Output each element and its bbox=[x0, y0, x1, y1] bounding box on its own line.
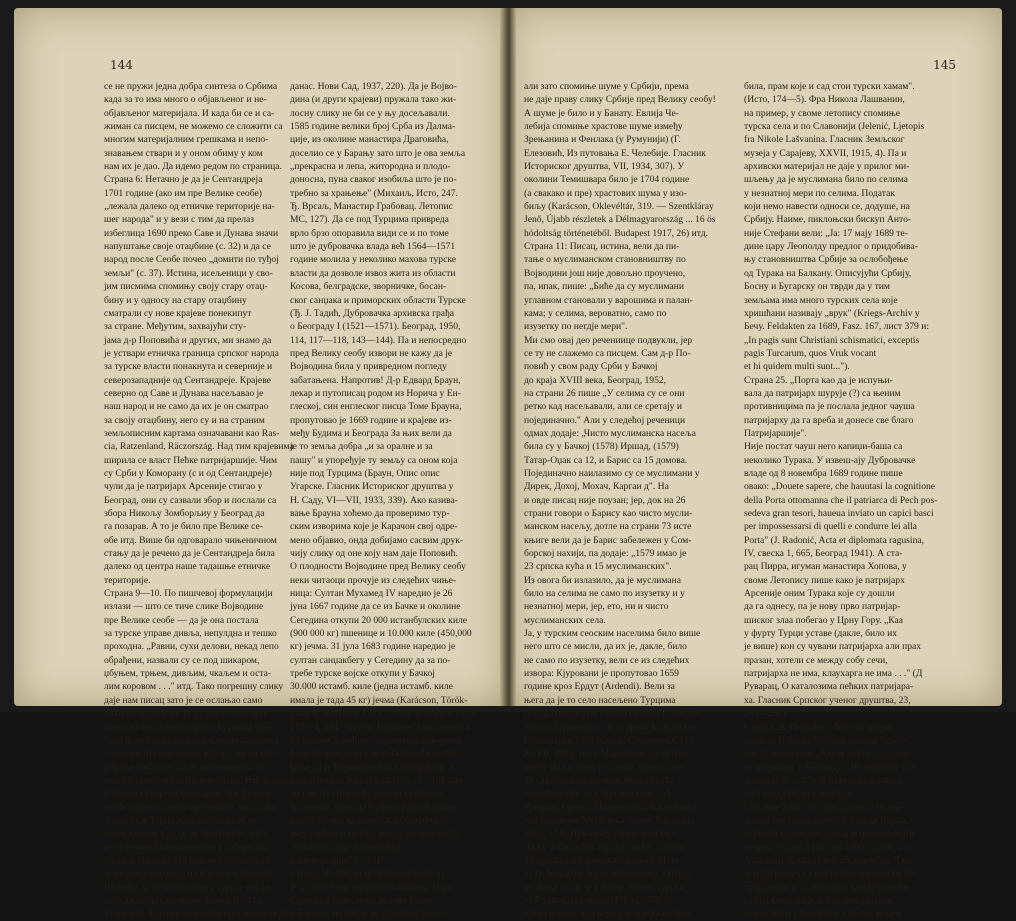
text-line: књиге вели да је Барис забележен у Сом- bbox=[524, 534, 692, 546]
text-line: Војводина била у привредном погледу bbox=[290, 361, 447, 373]
text-line: јарха из Пећи на Београд испред Турака bbox=[744, 734, 908, 746]
text-line: Ово није тачно из ових разлога: по све- bbox=[744, 801, 905, 813]
text-line: бину и у односу на стару отаџбину bbox=[104, 294, 247, 306]
text-line: „многоплодија и изобилија bbox=[290, 841, 401, 853]
text-line: бало је да писац провери њихова казивања bbox=[104, 734, 279, 746]
text-line: се ту не слажемо са писцем. Сам д-р По- bbox=[524, 347, 691, 359]
text-line: многим материјалним грешкама и непо- bbox=[104, 134, 269, 146]
text-line: sedeva gran tesori, haueua inviato un capici basci bbox=[744, 508, 934, 519]
text-line: Страна 6: Нетачно је да је Сентандреја bbox=[104, 174, 263, 186]
text-line: 171). Још дуго после истеривања Турака bbox=[524, 868, 690, 880]
text-line: Бечу. Feldakten za 1689, Fasz. 167, лист 379 и: bbox=[744, 321, 930, 333]
text-line: „In pagis sunt Christiani schismatici, exceptis bbox=[744, 334, 920, 346]
text-line: љаке земљорадника ич Барање и предела bbox=[104, 868, 273, 880]
text-line: су Срби у Коморану (с и од Сентандреје) bbox=[104, 467, 272, 479]
text-line: за своју отаџбину, него су и на страним bbox=[104, 414, 265, 426]
text-line: писац закључује: „Кајем марта налазимо bbox=[744, 748, 911, 760]
text-line: џбуњем, трњем, дивљим, чкаљем и оста- bbox=[104, 668, 272, 680]
text-line: доносна, пуна сваког изобиља што је по- bbox=[290, 174, 457, 186]
text-line: из Даља остао је у њему „мечит турски bbox=[524, 881, 685, 893]
text-line: ретко кад насељавали, али се сретају и bbox=[524, 401, 682, 413]
text-line: Страна 11: Писац, истина, вели да пи- bbox=[524, 241, 680, 253]
text-line: „прекрасна и лепа, житородна и плодо- bbox=[290, 161, 451, 173]
right-page bbox=[508, 8, 1002, 920]
text-line: нам их је дао. Да идемо редом по страница. bbox=[104, 161, 282, 173]
text-line: турска села и по Славонији (Jelenić, Ljetopis bbox=[744, 121, 925, 133]
text-line: Како да доведемо у везу Поповићево твр- bbox=[290, 748, 460, 760]
text-line: pagis Turcarum, quos Vruk vocant bbox=[744, 347, 877, 359]
text-line: архивски материјал не даје у прилог ми- bbox=[744, 161, 910, 173]
text-line: углавном становали у варошима и палан- bbox=[524, 294, 693, 306]
text-line: територије. bbox=[104, 574, 151, 586]
text-line: тање о муслиманском становништву по bbox=[524, 254, 686, 266]
text-line: XLVII, 1909, 101). Маринкове на Дунаву, bbox=[524, 748, 692, 760]
text-line: за стране. Међутим, захвајући сту- bbox=[104, 321, 247, 333]
text-line: хришћани називају „врук" (Kriegs-Archiv у bbox=[744, 307, 920, 319]
text-line: лекар и путописац родом из Норича у Ен- bbox=[290, 387, 461, 399]
text-line: дина (и други крајеви) пружала тако жи- bbox=[290, 94, 457, 106]
text-line: владе од 8 новембра 1689 године пише bbox=[744, 467, 903, 479]
text-line: (900 000 кг) пшенице и 10.000 киле (450,000 bbox=[290, 628, 472, 640]
text-line: fra Nikole Lašvanina. Гласник Земљског bbox=[744, 134, 905, 146]
text-line: излази — што се тиче слике Војводине bbox=[104, 601, 264, 613]
text-line: Јована Кјуровани с пута преко Балканског bbox=[524, 721, 697, 733]
text-line: јама д-р Поповића и других, ми знамо да bbox=[104, 334, 272, 346]
text-line: није под Турцима (Браун, Опис опис bbox=[290, 467, 440, 479]
text-column-right-1 bbox=[524, 80, 730, 921]
text-line: шљењу да је муслимана било по селима bbox=[744, 174, 908, 186]
text-line: 114, 117—118, 143—144). Па и непосредно bbox=[290, 334, 467, 346]
text-line: јатељски наклоњени према Турцима Тре- bbox=[104, 721, 273, 733]
text-line: чију слику од оне коју нам даје Поповић. bbox=[290, 548, 458, 560]
text-line: шег народа" и у вези с тим да прелаз bbox=[104, 214, 255, 226]
text-line: сматрали су нове крајеве понекипут bbox=[104, 307, 252, 319]
text-line: се не пружи једна добра синтеза о Србима bbox=[104, 81, 278, 92]
text-line: султан санџакбегу у Сегедину да за по- bbox=[290, 654, 451, 666]
text-line: збора Никољу Зомборљиу у Београд да bbox=[104, 508, 265, 519]
text-line: није Стефани вели: „Ја: 17 мају 1689 те- bbox=[744, 227, 908, 239]
text-line: Атанасију Даскалу већ 25 децембра. Таја bbox=[744, 854, 912, 866]
text-line: доселио се у Барању зато што је ова земља bbox=[290, 147, 466, 159]
text-line: (villagio abitato da Turchi) (Томин Ј., Писма bbox=[524, 708, 699, 720]
text-line: hódoltság történetéből. Budapest 1917, 26) итд. bbox=[524, 227, 709, 239]
text-line: Из овога би излазило, да је муслимана bbox=[524, 574, 682, 586]
left-page bbox=[14, 8, 506, 920]
text-line: и Барање, но нигде не спомиње Банат; bbox=[290, 908, 447, 920]
text-line: је Сулејман Величанствени у табору код bbox=[104, 841, 269, 853]
text-line: хаијловић, Барања од најстаријих времена до bbox=[104, 908, 289, 920]
text-line: Porta" (J. Radonić, Acta et diplomata ragusina, bbox=[744, 534, 925, 546]
text-line: (а свакако и пре) храстових шума у изо- bbox=[524, 187, 687, 199]
text-line: борској нахији, па додаје: „1579 имао је bbox=[524, 548, 687, 560]
text-line: пре Велике сеобе — да је она постала bbox=[104, 614, 259, 626]
text-line: али зато спомиње шуме у Србији, према bbox=[524, 81, 689, 92]
text-line: требе турске војске откупи у Бачкој bbox=[290, 668, 435, 680]
page-number: 144 bbox=[110, 58, 133, 72]
text-line: Полуострва 1659 године. Споменик САН, bbox=[524, 734, 695, 746]
text-line: 249—250). bbox=[744, 708, 788, 720]
text-line: рац Пирра, игуман манастира Хопова, у bbox=[744, 561, 907, 573]
text-line: било на селима не само по изузетку и у bbox=[524, 588, 685, 600]
text-line: 1585 године велики број Срба из Далма- bbox=[290, 121, 456, 133]
text-line: може живети а да се не производи. Зато bbox=[104, 828, 267, 840]
text-line: одмах додаје: „Чисто муслиманска насеља bbox=[524, 427, 696, 439]
text-line: испред Турака 6 јануара 1690 године, а по bbox=[744, 841, 916, 853]
text-line: него да остану на своме имању (С. Ми- bbox=[104, 894, 265, 906]
text-line: Елезовић, Из путовања Е. Челебије. Гласник bbox=[524, 147, 706, 159]
text-line: Страна 28. Пишући о бекству патри- bbox=[744, 721, 894, 733]
text-line: сеобе одвело сасвим другачијем закључку. bbox=[104, 801, 278, 813]
text-line: знавањем ствари и у оном обиму у ком bbox=[104, 147, 263, 159]
text-line: извора: Кјуровани је пропутовао 1659 bbox=[524, 668, 679, 680]
text-line: власти да дозволе извоз жита из области bbox=[290, 267, 456, 279]
text-line: наш народ и не само да их је он сматрао bbox=[104, 401, 269, 413]
text-line: обрађени, назвали су се под шикаром, bbox=[104, 654, 260, 666]
text-line: овако: „Douete sapere, che hauutasi la cognitione bbox=[744, 481, 936, 493]
text-line: 273—4, 284—6) итд. Највише, тако излази и bbox=[290, 721, 472, 733]
text-line: на пример, у своме летопису спомиње bbox=[744, 107, 900, 119]
text-line: IV, свеска 1, 665, Београд 1941). А ста- bbox=[744, 548, 903, 560]
text-line: Даљу је било 200 турских кућа, а свега bbox=[524, 841, 684, 853]
text-line: је више) кон су чувани патријарха али прах bbox=[744, 641, 922, 653]
text-line: Страна 25. „Порта као да је испуњи- bbox=[744, 374, 893, 386]
text-line: земљама има много турских села које bbox=[744, 294, 898, 306]
text-line: је то земља добра „и за оралне и за bbox=[290, 441, 433, 453]
text-line: изузетку по негдје мери". bbox=[524, 321, 628, 333]
text-line: Косова, белградске, зворничке, босан- bbox=[290, 281, 447, 293]
text-line: проходна. „Равни, сухи делови, некад лепо bbox=[104, 641, 279, 653]
text-line: вала да патријарх шурује (?) са њеним bbox=[744, 387, 901, 399]
text-line: пропутовао је 1669 године и крајеве из- bbox=[290, 414, 452, 426]
text-line: имала је тада 45 кг) јечма (Karácson, Török- bbox=[290, 694, 468, 706]
text-line: за турске управе дивља, непулдна и тешко bbox=[104, 628, 277, 640]
text-line: манском насељу, дотле на страни 73 исте bbox=[524, 521, 692, 533]
text-line: него што се мисли, да их је, дакле, било bbox=[524, 641, 687, 653]
text-line: у фурту Турци уставе (дакле, било их bbox=[744, 628, 898, 640]
text-line: морао бити у Београду, а не тек крајем bbox=[744, 908, 902, 920]
text-line: (Ђ. J. Тадић, Дубровачка архивска грађа bbox=[290, 307, 454, 319]
text-line: земљописним картама означавани као Ras- bbox=[104, 427, 280, 439]
text-line: Шомођа да не беже испред турске војске, bbox=[104, 881, 273, 893]
text-line: жиман са писцем, не можемо се сложити са bbox=[104, 121, 283, 133]
text-line: незнатној мери, јер, ето, ни и чисто bbox=[524, 601, 669, 613]
text-line: обе итд. Више би одговарало чињеничном bbox=[104, 534, 277, 546]
text-line: Ја, у турским сеоским населима било више bbox=[524, 628, 701, 640]
text-line: Босну и Бугарску он тврди да у тим bbox=[744, 281, 890, 293]
text-line: пашу" и упоређује ту земљу са оном која bbox=[290, 454, 458, 466]
text-line: може у свему пружити вероватно. Нас је про- bbox=[104, 774, 290, 786]
text-line: народ после Сеобе почео „домити по туђој bbox=[104, 254, 279, 266]
book-gutter bbox=[500, 8, 516, 706]
text-line: о Београду I (1521—1571). Београд, 1950, bbox=[290, 321, 461, 333]
text-line: тријаршије и са неколико калуђера побе- bbox=[744, 881, 911, 893]
text-line: Патријаршије". bbox=[744, 427, 807, 439]
text-line: ница: Султан Мухамед IV наредио је 26 bbox=[290, 588, 453, 600]
text-line: на путописце који, за то, нису били при- bbox=[104, 708, 269, 720]
text-line: јарх тада стигао у Београд. bbox=[744, 788, 855, 800]
text-line: издаје готово од почетка до краја) ово- bbox=[290, 814, 448, 826]
text-line: игумана хоповског, народ је почео бежати bbox=[744, 828, 915, 840]
text-line: della Porta ottomanna che il patriarca di Pech pos- bbox=[744, 494, 938, 506]
text-line: кама; у селима, вероватно, само по bbox=[524, 307, 667, 319]
text-line: била, прам које и сад стои турски хамам". bbox=[744, 81, 915, 92]
text-line: била су у Бачкој (1578) Иршад, (1579) bbox=[524, 441, 679, 453]
text-line: ма у Србије и српска земља уопште била bbox=[290, 828, 458, 840]
text-line: пред Велику сеобу извори не кажу да је bbox=[290, 347, 453, 359]
text-line: ције, из околине манастира Драговића, bbox=[290, 134, 449, 146]
text-line: је и патријарх са место драгоценности Па- bbox=[744, 868, 918, 880]
text-line: дочанству горепоменутог старца Пирпа, bbox=[744, 814, 909, 826]
text-line: per impossessarsi di quelli e condurre lei alla bbox=[744, 521, 917, 533]
text-column-left-1 bbox=[104, 80, 294, 921]
text-line: от 7 хвати и са своди (РВ: тј. 1706 го- bbox=[524, 894, 677, 906]
text-line: лебија спомиње храстове шуме између bbox=[524, 121, 683, 133]
text-line: глеској, син енглеског писца Томе Брауна, bbox=[290, 401, 462, 413]
text-line: мено објавио, онда добијамо сасвим друк- bbox=[290, 534, 464, 546]
text-line: данас. Нови Сад, 1937, 220). Да је Војво- bbox=[290, 81, 457, 92]
text-column-right-2 bbox=[744, 80, 954, 921]
text-line: лим коровом . . ." итд. Тако погрешну слику bbox=[104, 681, 284, 693]
text-line: објављеног материјала. И када би се и са- bbox=[104, 107, 275, 119]
text-line: Појединачно наилазимо су се муслимани у bbox=[524, 467, 700, 479]
text-line: вање Брауна хоћемо да проверимо тур- bbox=[290, 508, 450, 519]
text-line: напуштање своје отаџбине (с. 32) и да се bbox=[104, 241, 271, 253]
text-line: 23 српска кућа и 15 муслиманских". bbox=[524, 561, 672, 573]
text-line: године кроз Ердут (Ardendi). Вели за bbox=[524, 681, 675, 693]
text-line: Ђ. Врсаљ, Манастир Грабовац. Летопис bbox=[290, 201, 453, 213]
text-line: МС, 127). Да се под Турцима привреда bbox=[290, 214, 449, 226]
text-line: муслиманских села. bbox=[524, 614, 606, 626]
text-line: Знали су и Турци врло добро да се не bbox=[104, 814, 257, 826]
text-line: ског санџака и приморских области Турске bbox=[290, 294, 466, 306]
text-line: око половине XVIII века. Срем. Карловци, bbox=[524, 814, 698, 826]
text-line: северозападније од Сентандреје. Крајеве bbox=[104, 374, 271, 386]
text-line: ређење показало, да се путописцима не bbox=[104, 761, 265, 773]
text-line: појединачно." Али у следећој реченици bbox=[524, 414, 686, 426]
text-line: он сам на страни 43 наводи казивање bbox=[290, 788, 442, 800]
text-line: је шумом била покривена Фрушка Гора, bbox=[290, 881, 454, 893]
text-line: ђење да је Војводина била необрађена и bbox=[290, 761, 454, 773]
text-line: који немо навести односи се, додуше, на bbox=[744, 201, 910, 213]
text-line: јуна 1667 године да се из Бачке и околине bbox=[290, 601, 461, 613]
text-line: на страни 26 пише „У селима су се они bbox=[524, 387, 685, 399]
text-line: Руварац, Српска Митрополија Карловачка bbox=[524, 801, 697, 813]
text-line: cia, Ratzenland, Räczország. Над тим крајевима bbox=[104, 441, 294, 453]
page-number: 145 bbox=[933, 58, 956, 72]
text-line: не само по изузетку, вели се из следећих bbox=[524, 654, 690, 666]
text-line: А шуме је било и у Банату. Евлија Че- bbox=[524, 107, 679, 119]
text-line: Голне и Пакша 1543 године саветовао се- bbox=[104, 854, 273, 866]
text-line: 25 српских и 6 римокатоличких (Исто, bbox=[524, 854, 682, 866]
text-line: Срем дуж Саве, неки делови Бачке bbox=[290, 894, 432, 906]
text-line: повић у свом раду Срби у Бачкој bbox=[524, 361, 658, 373]
text-line: Војводини још није довољно проучено, bbox=[524, 267, 686, 279]
text-line: га позарав. А то је било пре Велике се- bbox=[104, 521, 263, 533]
text-line: 1902, 174). При крају турске власти у bbox=[524, 828, 677, 840]
text-line: хришћанских 12 у турском селу" (Д. bbox=[524, 788, 673, 800]
text-line: Ми смо овај део речениице подвукли, јер bbox=[524, 334, 693, 346]
text-line: 30.000 истамб. киле (једна истамб. киле bbox=[290, 681, 453, 693]
text-line: Jenő, Újabb részletek a Délmagyarország ... 16 ös bbox=[524, 214, 716, 226]
text-line: дине) високо, код којега је турска мушва bbox=[524, 908, 690, 920]
text-line: када за то има много о објављеног и не- bbox=[104, 94, 267, 106]
text-line: Није постат чауш него капиџи-баша са bbox=[744, 441, 903, 453]
text-line: Руварац, О каталозима пећких патријара- bbox=[744, 681, 914, 693]
text-line: празан, хотели се между собу сечи, bbox=[744, 654, 888, 666]
text-line: запуштена за турске власти (с. 9—10), кад bbox=[290, 774, 463, 786]
text-line: своме Летопису пише како је патријарх bbox=[744, 574, 905, 586]
text-line: у незнатној мери по селима. Податак bbox=[744, 187, 895, 199]
text-line: Сегедина откупи 20 000 истанбулских киле bbox=[290, 614, 468, 626]
text-line: Београд, они су сазвали збор и послали са bbox=[104, 494, 277, 506]
text-column-left-2 bbox=[290, 80, 477, 921]
text-line: дине цару Леополду предлог о придобива- bbox=[744, 241, 918, 253]
text-line: О плодности Војводине пред Велику сеобу bbox=[290, 561, 466, 573]
text-line: патријарху да га вреба и донесе све благо bbox=[744, 414, 914, 426]
text-line: Н. Саду, VI—VII, 1933, 339). Ако казива- bbox=[290, 494, 458, 506]
text-line: гао на коњу, па је већ крајем јануара bbox=[744, 894, 892, 906]
text-line: Татар-Оџак са 12, и Барис са 15 домова. bbox=[524, 454, 688, 466]
text-line: Атанасија Даскала Србина (чиј књижицу bbox=[290, 801, 459, 813]
text-line: по нашим домаћим савременим изворима. bbox=[290, 734, 463, 746]
text-line: Зрењанина и Фенлака (у Румунији) (Г. bbox=[524, 134, 681, 146]
text-line: (Исто, 174—5). Фра Никола Лашванин, bbox=[744, 94, 905, 106]
text-line: биљу (Karácson, Oklevéltár, 319. — Szentklárаy bbox=[524, 201, 714, 213]
text-line: противницима па је послала једног чауша bbox=[744, 401, 915, 413]
text-line: 1701 године (ако им пре Велике сеобе) bbox=[104, 187, 262, 199]
text-line: патријарха не има, клаухарга не има . . ." (Д bbox=[744, 668, 923, 680]
text-line: међу Будима и Београда За њих вели да bbox=[290, 427, 452, 439]
text-line: Страна 10: Писац исправно наводи да bbox=[290, 868, 445, 880]
text-line: у светлости савремених извора, па би упо- bbox=[104, 748, 279, 760]
text-line: лосну слику не би се у њу досељавали. bbox=[290, 107, 450, 119]
text-line: за турске власти понакнута и северније и bbox=[104, 361, 273, 373]
text-line: музеја у Сарајеву, XXVII, 1915, 4). Па и bbox=[744, 147, 907, 159]
text-line: чули да је патријарх Арсеније стигао у bbox=[104, 481, 263, 493]
text-line: лизације из с. 27—8 излази да је патри- bbox=[744, 774, 906, 786]
text-line: и овде писац није поузан; јер, док на 26 bbox=[524, 494, 686, 506]
text-line: не даје праву слику Србије пред Велику сеобу! bbox=[524, 94, 716, 106]
text-line: неколико Турака. У извеш-ају Дубровачке bbox=[744, 454, 916, 466]
text-line: Србију. Наиме, пиклоњски бискуп Анто- bbox=[744, 214, 912, 226]
text-line: је уствари етничка граница српског народа bbox=[104, 347, 279, 359]
text-line: Страна 9—10. По пишчевој формулацији bbox=[104, 588, 273, 600]
text-line: ширила се власт Пећке патријаршије. Чим bbox=[104, 454, 278, 466]
text-line: Дирек, Дохој, Мохач, Каргаи д". На bbox=[524, 481, 669, 493]
text-line: magyar oklevéltár 1533—1789, Budapest, 1914, bbox=[290, 708, 477, 720]
text-line: се патријарх у Београду". Из пишчеве сти- bbox=[744, 761, 919, 773]
text-line: од Турака на Балкану. Описујући Србију, bbox=[744, 267, 912, 279]
text-line: даје нам писац зато је се ослањао само bbox=[104, 694, 263, 706]
text-line: Арсеније оним Турака које су дошли bbox=[744, 588, 895, 600]
text-line: па, ипак, пише: „Биће да су муслимани bbox=[524, 281, 684, 293]
text-line: близу Даља, било је такође турско село. bbox=[524, 761, 687, 773]
text-line: ским изворима које је Карачон свој одре- bbox=[290, 521, 458, 533]
text-line: стању да је речено да је Сентандреја била bbox=[104, 548, 275, 560]
text-line: да га однесу, па је нову прво патријар- bbox=[744, 601, 901, 613]
text-line: страни говори о Барису као чисто мусли- bbox=[524, 508, 693, 519]
text-line: њу становништва Србије за ослобођење bbox=[744, 254, 908, 266]
text-line: шиског злаа побегао у Црну Гору. „Каа bbox=[744, 614, 904, 626]
text-line: требно за храњење" (Михаиљ, Исто, 247. bbox=[290, 187, 458, 199]
text-line: учавање привреде Војводине пре Велике bbox=[104, 788, 271, 800]
text-line: далеко од центра наше тадашње етничке bbox=[104, 561, 271, 573]
text-line: Угарске. Гласник Историског друштва у bbox=[290, 481, 454, 493]
text-line: неки читаоци прочује из следећих чиње- bbox=[290, 574, 457, 586]
text-line: и многородија" (с. 43)? bbox=[290, 854, 384, 866]
text-line: до краја XVIII века, Београд, 1952, bbox=[524, 374, 667, 386]
text-line: забатањена. Напротив! Д-р Едвард Браун, bbox=[290, 374, 461, 386]
text-line: ха. Гласник Српског ученог друштва, 23, bbox=[744, 694, 911, 706]
text-line: кг) јечма. 31 јула 1683 године наредио је bbox=[290, 641, 456, 653]
text-line: околини Темишвара било је 1704 године bbox=[524, 174, 690, 186]
text-line: Историског друштва, VII, 1934, 307). У bbox=[524, 161, 685, 173]
text-line: године молила у неколико махова турске bbox=[290, 254, 457, 266]
text-line: њега да је то село насељено Турцима bbox=[524, 694, 676, 706]
text-line: северно од Саве и Дунава насељавао је bbox=[104, 387, 264, 399]
text-line: Ту „за турскога времена било је кућа bbox=[524, 774, 675, 786]
text-line: јим писмима спомињу своју стару отаџ- bbox=[104, 281, 268, 293]
text-line: „лежала далеко од етничке територије на- bbox=[104, 201, 275, 213]
text-line: et hi quidem multi sunt..."). bbox=[744, 361, 850, 373]
text-line: што је дубровачка влада већ 1564—1571 bbox=[290, 241, 456, 253]
text-line: врло брзо опоравила види се и по томе bbox=[290, 227, 449, 239]
text-line: земљи" (с. 37). Истина, исељеници у сво- bbox=[104, 267, 273, 279]
text-line: избеглица 1690 преко Саве и Дунава значи bbox=[104, 227, 279, 239]
